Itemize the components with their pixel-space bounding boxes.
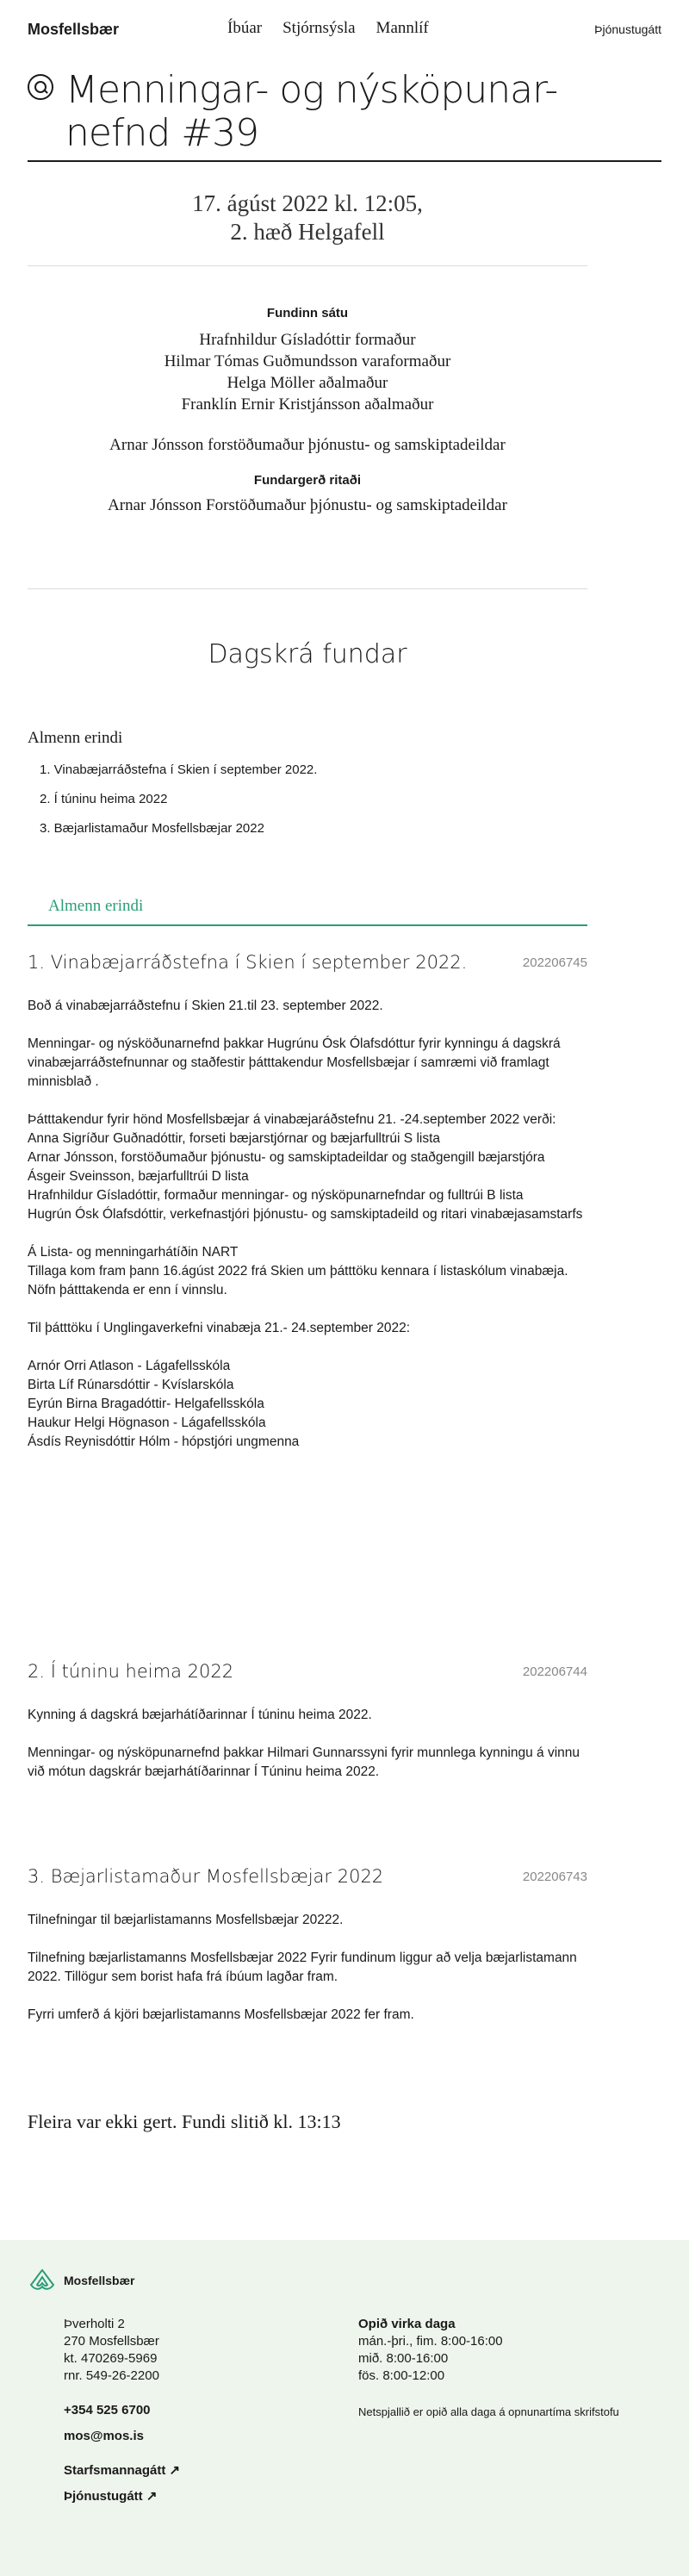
case-paragraph: Tilnefning bæjarlistamanns Mosfellsbæjar 2022 Fyrir fundinum liggur að velja bæjarlistamann 2022. Tillögur sem borist hafa frá íbúum lagðar fram. [28, 1951, 577, 1984]
site-footer [0, 2240, 689, 2576]
site-logo[interactable]: Mosfellsbær [28, 21, 120, 38]
case-body [28, 997, 587, 1471]
case-paragraph: Tilnefningar til bæjarlistamanns Mosfellsbæjar 20222. [28, 1913, 344, 1927]
address-line: kt. 470269-5969 [64, 2351, 158, 2366]
hours-line: mán.-þri., fim. 8:00-16:00 [358, 2334, 503, 2349]
case-number: 202206744 [522, 1664, 587, 1679]
tab-almenn-erindi[interactable] [28, 892, 587, 926]
hours-line: mið. 8:00-16:00 [358, 2351, 449, 2366]
agenda-list [40, 762, 350, 849]
tab-label: Almenn erindi [48, 897, 144, 915]
service-portal-footer-link[interactable]: Þjónustugátt ↗ [64, 2489, 158, 2504]
agenda-link[interactable]: 1. Vinabæjarráðstefna í Skien í september 2022. [40, 762, 318, 777]
footer-logo[interactable] [28, 2268, 134, 2293]
case-title [28, 1866, 587, 1887]
meeting-date [28, 190, 587, 246]
nav-item-mannlif[interactable]: Mannlíf [376, 19, 429, 37]
case-title [28, 952, 587, 973]
chat-note: Netspjallið er opið alla daga á opnunartíma skrifstofu [358, 2405, 619, 2418]
agenda-section-heading: Almenn erindi [28, 729, 123, 747]
attendee: Franklín Ernir Kristjánsson aðalmaður [181, 395, 434, 414]
case-title-text: 2. Í túninu heima 2022 [28, 1661, 234, 1682]
case-body [28, 1706, 587, 1801]
case-paragraph: Kynning á dagskrá bæjarhátíðarinnar Í túninu heima 2022. [28, 1708, 372, 1722]
staff-portal-link[interactable]: Starfsmannagátt ↗ [64, 2463, 181, 2478]
meeting-date-line: 17. ágúst 2022 kl. 12:05, [192, 190, 423, 216]
search-icon[interactable] [28, 74, 53, 100]
case-paragraph: Menningar- og nýsköpunarnefnd þakkar Hilmari Gunnarssyni fyrir munnlega kynningu á vinnu við mótun dagskrár bæjarhátíðarinnar Í Túninu heima 2022. [28, 1745, 580, 1779]
attendance-heading: Fundinn sátu [266, 306, 349, 320]
site-header [0, 0, 689, 60]
divider [28, 265, 587, 266]
address-line: 270 Mosfellsbær [64, 2334, 159, 2349]
case-number: 202206743 [522, 1870, 587, 1884]
page-title: Menningar- og nýsköpunar-nefnd #39 [65, 68, 558, 155]
footer-phone[interactable]: +354 525 6700 [64, 2403, 151, 2417]
agenda-link[interactable]: 2. Í túninu heima 2022 [40, 792, 168, 806]
case-paragraph: Á Lista- og menningarhátíðin NART Tillaga kom fram þann 16.ágúst 2022 frá Skien um þátttöku kennara í listaskólum vinabæja. Nöfn þátttakenda er enn í vinnslu. [28, 1245, 568, 1297]
hours-heading: Opið virka daga [358, 2317, 456, 2331]
case-title-text: 3. Bæjarlistamaður Mosfellsbæjar 2022 [28, 1866, 384, 1887]
attendee: Hrafnhildur Gísladóttir formaður [199, 331, 416, 349]
attendee: Helga Möller aðalmaður [227, 374, 388, 392]
main-nav [227, 19, 429, 38]
case-paragraph: Boð á vinabæjarráðstefnu í Skien 21.til 23. september 2022. [28, 999, 383, 1013]
service-portal-link[interactable]: Þjónustugátt [594, 22, 661, 36]
footer-email[interactable]: mos@mos.is [64, 2429, 144, 2443]
case-paragraph: Fyrri umferð á kjöri bæjarlistamanns Mosfellsbæjar 2022 fer fram. [28, 2007, 414, 2022]
nav-item-ibuar[interactable]: Íbúar [227, 19, 263, 37]
agenda-title: Dagskrá fundar [208, 639, 407, 669]
footer-contact [64, 2316, 180, 2505]
case-paragraph: Þátttakendur fyrir hönd Mosfellsbæjar á vinabæjaráðstefnu 21. -24.september 2022 verði: Anna Sigríður Guðnadóttir, forseti bæjarstjórnar og bæjarfulltrúi S lista Arnar Jónsson, forstöðumaður þjónustu- og samskiptadeildar og staðgengill bæjarstjóra Ásgeir Sveinsson, bæjarfulltrúi D lista Hrafnhildur Gísladóttir, formaður menningar- og nýsköpunarnefndar og fulltrúi B lista Hugrún Ósk Ólafsdóttir, verkefnastjóri þjónustu- og samskiptadeild og ritari vinabæjasamstarfs [28, 1112, 583, 1222]
attendance [28, 306, 587, 516]
agenda-link[interactable]: 3. Bæjarlistamaður Mosfellsbæjar 2022 [40, 821, 264, 836]
nav-item-stjornsysla[interactable]: Stjórnsýsla [282, 19, 356, 37]
case-paragraph: Til þátttöku í Unglingaverkefni vinabæja 21.- 24.september 2022: [28, 1321, 411, 1335]
hours-line: fös. 8:00-12:00 [358, 2368, 445, 2383]
attendee: Hilmar Tómas Guðmundsson varaformaður [164, 352, 451, 370]
mosfellsbaer-logo-icon [28, 2268, 57, 2293]
staff-attendee: Arnar Jónsson forstöðumaður þjónustu- og samskiptadeildar [109, 436, 506, 454]
case-title-text: 1. Vinabæjarráðstefna í Skien í september 2022. [28, 952, 468, 973]
page-title-bar [28, 69, 661, 162]
case-paragraph: Menningar- og nýsköðunarnefnd þakkar Hugrúnu Ósk Ólafsdóttur fyrir kynningu á dagskrá vinabæjarráðstefnunnar og staðfestir þátttakendur Mosfellsbæjar í samræmi við framlagt minnisblað . [28, 1036, 561, 1089]
meeting-location: 2. hæð Helgafell [230, 219, 385, 245]
case-title [28, 1661, 587, 1682]
case-body [28, 1911, 587, 2044]
closing-note: Fleira var ekki gert. Fundi slitið kl. 13:13 [28, 2111, 341, 2132]
address-line: rnr. 549-26-2200 [64, 2368, 159, 2383]
case-paragraph: Arnór Orri Atlason - Lágafellsskóla Birta Líf Rúnarsdóttir - Kvíslarskóla Eyrún Birna Bragadóttir- Helgafellsskóla Haukur Helgi Högnason - Lágafellsskóla Ásdís Reynisdóttir Hólm - hópstjóri ungmenna [28, 1359, 300, 1449]
case-number: 202206745 [522, 955, 587, 970]
footer-hours [358, 2316, 619, 2421]
minutes-heading: Fundargerð ritaði [253, 473, 362, 488]
divider [28, 588, 587, 589]
footer-logo-text: Mosfellsbær [64, 2274, 135, 2287]
address-line: Þverholti 2 [64, 2317, 125, 2331]
minutes-by: Arnar Jónsson Forstöðumaður þjónustu- og samskiptadeildar [108, 496, 507, 514]
